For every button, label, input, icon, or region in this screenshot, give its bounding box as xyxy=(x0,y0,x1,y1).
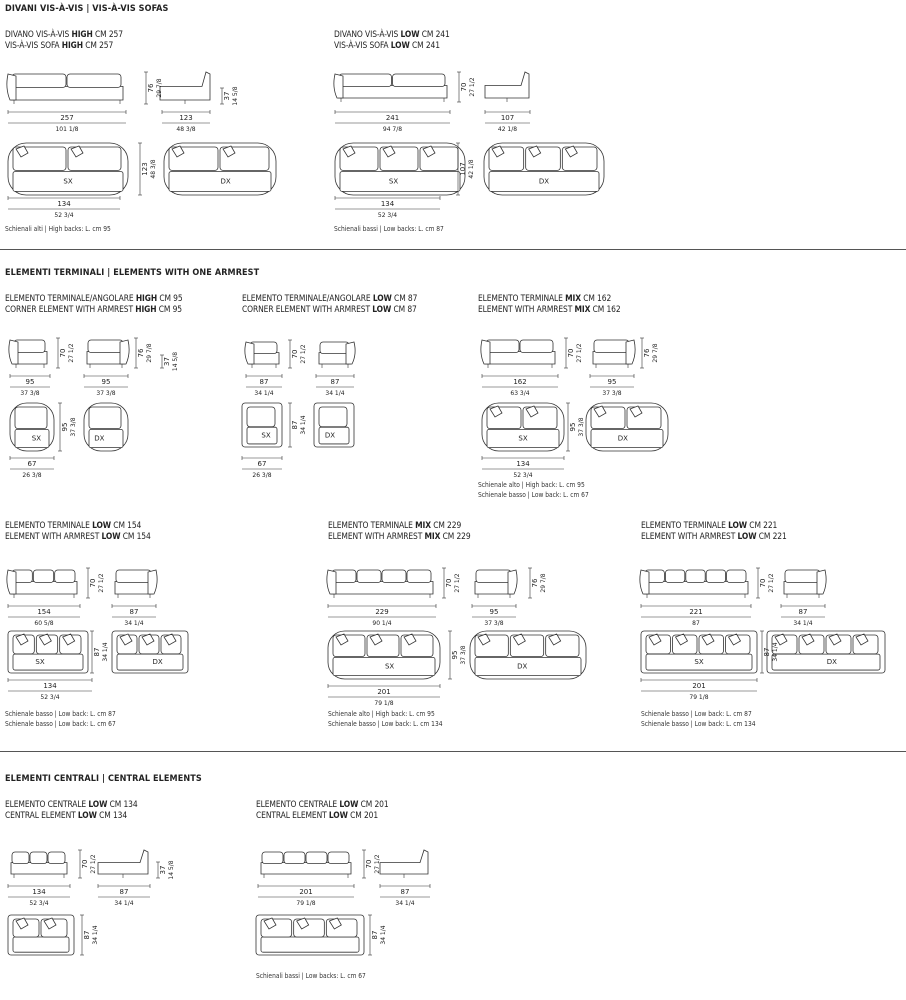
dimension-label: 257 xyxy=(60,114,74,122)
dimension-label: 37 3/8 xyxy=(484,620,504,627)
seat-cushion xyxy=(117,654,183,670)
side-label: SX xyxy=(694,657,704,666)
sofa-base xyxy=(11,86,123,100)
back-cushion xyxy=(15,407,47,429)
dimension-label: 27 1/2 xyxy=(300,344,307,364)
armrest xyxy=(148,570,157,594)
armrest xyxy=(327,570,336,594)
dimension-label: 37 3/8 xyxy=(96,390,116,397)
back-cushion xyxy=(33,570,53,583)
dimension-label: 95 xyxy=(101,378,111,386)
dimension-label: 95 xyxy=(25,378,35,386)
side-label: DX xyxy=(94,434,105,443)
dimension-label: 70 xyxy=(365,859,373,869)
back-cushion xyxy=(476,570,511,583)
side-label: DX xyxy=(220,177,231,186)
dimension-label: 76 xyxy=(531,578,539,588)
dimension-label: 52 3/4 xyxy=(40,694,60,701)
dimension-label: 27 1/2 xyxy=(454,573,461,593)
dimension-label: 37 3/8 xyxy=(70,417,77,437)
dimension-label: 37 3/8 xyxy=(460,645,467,665)
dimension-label: 70 xyxy=(89,578,97,588)
back-cushion xyxy=(706,570,725,583)
dimension-label: 37 3/8 xyxy=(578,417,585,437)
armrest xyxy=(508,570,517,594)
side-label: DX xyxy=(152,657,163,666)
note-mix162: Schienale alto | High back: L. cm 95 Schienale basso | Low back: L. cm 67 xyxy=(478,481,589,499)
sofa-side xyxy=(380,850,428,874)
back-cushion xyxy=(12,74,66,87)
product-title-low154: ELEMENTO TERMINALE LOW CM 154 ELEMENT WITH ARMREST LOW CM 154 xyxy=(5,520,151,541)
dimension-label: 87 xyxy=(93,647,101,657)
note-vv-high: Schienali alti | High backs: L. cm 95 xyxy=(5,225,111,233)
dimension-label: 229 xyxy=(375,608,389,616)
sofa-base xyxy=(115,582,153,595)
dimension-label: 34 1/4 xyxy=(300,415,307,435)
dimension-label: 34 1/4 xyxy=(114,900,134,907)
dimension-label: 95 xyxy=(607,378,617,386)
note-low154: Schienale basso | Low back: L. cm 87 Schienale basso | Low back: L. cm 67 xyxy=(5,710,116,728)
dimension-label: 201 xyxy=(377,688,391,696)
seat-cushion xyxy=(475,657,581,675)
seat-cushion xyxy=(340,172,460,192)
sofa-base xyxy=(593,352,631,365)
side-label: DX xyxy=(538,177,550,186)
dimension-label: 201 xyxy=(299,888,313,896)
seat-cushion xyxy=(13,654,83,670)
dimension-label: 87 xyxy=(763,647,771,657)
dimension-label: 52 3/4 xyxy=(29,900,49,907)
dimension-label: 134 xyxy=(57,200,71,208)
side-label: SX xyxy=(35,657,45,666)
armrest xyxy=(7,74,16,100)
side-label: DX xyxy=(324,431,336,440)
product-title-c201: ELEMENTO CENTRALE LOW CM 201 CENTRAL ELEMENT LOW CM 201 xyxy=(256,799,389,820)
back-cushion xyxy=(116,570,151,583)
armrest xyxy=(346,342,355,364)
armrest xyxy=(9,340,18,364)
dimension-label: 14 5/8 xyxy=(232,86,239,106)
dimension-label: 37 xyxy=(159,865,167,875)
product-title-mix162: ELEMENTO TERMINALE MIX CM 162 ELEMENT WITH ARMREST MIX CM 162 xyxy=(478,293,621,314)
dimension-label: 123 xyxy=(141,162,149,176)
side-label: SX xyxy=(518,434,528,443)
back-cushion xyxy=(247,407,275,427)
dimension-label: 29 7/8 xyxy=(146,343,153,363)
dimension-label: 76 xyxy=(137,348,145,358)
dimension-label: 42 1/8 xyxy=(468,159,475,179)
note-mix229: Schienale alto | High back: L. cm 95 Schienale basso | Low back: L. cm 134 xyxy=(328,710,443,728)
back-cushion xyxy=(88,340,123,353)
dimension-label: 27 1/2 xyxy=(768,573,775,593)
back-cushion xyxy=(686,570,705,583)
back-cushion xyxy=(67,74,121,87)
section-title-central: ELEMENTI CENTRALI | CENTRAL ELEMENTS xyxy=(5,774,202,784)
dimension-label: 87 xyxy=(798,608,808,616)
side-label: SX xyxy=(261,431,271,440)
back-cushion xyxy=(262,852,283,864)
dimension-label: 162 xyxy=(513,378,527,386)
back-cushion xyxy=(319,407,347,427)
dimension-label: 34 1/4 xyxy=(254,390,274,397)
armrest xyxy=(626,340,635,364)
dimension-label: 29 7/8 xyxy=(156,78,163,98)
dimension-label: 154 xyxy=(37,608,51,616)
dimension-label: 34 1/4 xyxy=(102,642,109,662)
back-cushion xyxy=(520,340,553,353)
dimension-label: 70 xyxy=(291,349,299,359)
back-cushion xyxy=(30,852,47,864)
dimension-label: 34 1/4 xyxy=(124,620,144,627)
dimension-label: 107 xyxy=(459,162,467,176)
product-title-c134: ELEMENTO CENTRALE LOW CM 134 CENTRAL ELEMENT LOW CM 134 xyxy=(5,799,138,820)
dimension-label: 79 1/8 xyxy=(374,700,394,707)
dimension-label: 27 1/2 xyxy=(98,573,105,593)
dimension-label: 95 xyxy=(489,608,499,616)
note-vv-low: Schienali bassi | Low backs: L. cm 87 xyxy=(334,225,444,233)
dimension-label: 52 3/4 xyxy=(377,212,398,219)
dimension-label: 87 xyxy=(291,420,299,430)
dimension-label: 107 xyxy=(500,114,515,122)
dimension-label: 79 1/8 xyxy=(689,694,709,701)
dimension-label: 48 3/8 xyxy=(176,126,196,133)
sofa-base xyxy=(261,863,351,874)
dimension-label: 34 1/4 xyxy=(380,925,387,945)
dimension-label: 37 xyxy=(223,91,231,101)
dimension-label: 123 xyxy=(179,114,193,122)
sofa-base xyxy=(331,582,433,595)
back-cushion xyxy=(48,852,65,864)
dimension-label: 63 3/4 xyxy=(510,390,530,397)
side-label: SX xyxy=(63,177,73,186)
dimension-label: 76 xyxy=(643,348,651,358)
dimension-label: 37 3/8 xyxy=(602,390,622,397)
dimension-label: 48 3/8 xyxy=(150,159,157,179)
note-c201: Schienali bassi | Low backs: L. cm 67 xyxy=(256,972,366,980)
back-cushion xyxy=(594,340,629,353)
back-cushion xyxy=(727,570,746,583)
section-title-vis-a-vis: DIVANI VIS-À-VIS | VIS-À-VIS SOFAS xyxy=(5,4,169,14)
dimension-label: 52 3/4 xyxy=(513,472,533,479)
side-label: DX xyxy=(517,662,528,671)
dimension-label: 95 xyxy=(451,650,459,660)
sofa-side xyxy=(160,72,210,100)
sofa-base xyxy=(644,582,748,595)
side-label: SX xyxy=(388,177,399,186)
seat-cushion xyxy=(13,937,69,952)
armrest xyxy=(817,570,826,594)
dimension-label: 87 xyxy=(692,620,700,627)
sofa-side xyxy=(98,850,148,874)
dimension-label: 87 xyxy=(119,888,129,896)
side-label: SX xyxy=(384,662,395,671)
back-cushion xyxy=(89,407,121,429)
dimension-label: 34 1/4 xyxy=(772,642,779,662)
back-cushion xyxy=(12,852,29,864)
dimension-label: 70 xyxy=(567,348,575,358)
seat-cushion xyxy=(261,937,359,952)
sofa-base xyxy=(784,582,822,595)
side-label: DX xyxy=(617,434,628,443)
dimension-label: 87 xyxy=(371,930,379,940)
back-cushion xyxy=(486,340,519,353)
back-cushion xyxy=(407,570,431,583)
back-cushion xyxy=(665,570,684,583)
back-cushion xyxy=(357,570,381,583)
armrest xyxy=(7,570,16,594)
dimension-label: 60 5/8 xyxy=(34,620,54,627)
dimension-label: 14 5/8 xyxy=(168,860,175,880)
product-title-vv-low: DIVANO VIS-À-VIS LOW CM 241 VIS-À-VIS SOFA LOW CM 241 xyxy=(334,29,450,50)
dimension-label: 87 xyxy=(259,378,269,386)
dimension-label: 134 xyxy=(43,682,57,690)
dimension-label: 14 5/8 xyxy=(172,351,179,372)
dimension-label: 42 1/8 xyxy=(497,126,518,133)
side-label: DX xyxy=(826,657,837,666)
back-cushion xyxy=(14,340,45,353)
note-low221: Schienale basso | Low back: L. cm 87 Schienale basso | Low back: L. cm 134 xyxy=(641,710,756,728)
dimension-label: 34 1/4 xyxy=(395,900,415,907)
dimension-label: 34 1/4 xyxy=(92,925,99,945)
dimension-label: 70 xyxy=(460,82,468,92)
dimension-label: 27 1/2 xyxy=(374,854,381,874)
armrest xyxy=(640,570,649,594)
dimension-label: 27 1/2 xyxy=(576,343,583,363)
dimension-label: 52 3/4 xyxy=(54,212,74,219)
dimension-label: 37 3/8 xyxy=(20,390,40,397)
dimension-label: 87 xyxy=(129,608,139,616)
sofa-base xyxy=(485,352,555,365)
dimension-label: 34 1/4 xyxy=(325,390,345,397)
back-cushion xyxy=(339,74,392,87)
dimension-label: 94 7/8 xyxy=(382,126,403,133)
dimension-label: 79 1/8 xyxy=(296,900,316,907)
armrest xyxy=(481,340,490,364)
dimension-label: 134 xyxy=(380,200,395,208)
back-cushion xyxy=(320,342,349,354)
dimension-label: 95 xyxy=(569,422,577,432)
dimension-label: 70 xyxy=(59,348,67,358)
back-cushion xyxy=(393,74,446,87)
dimension-label: 76 xyxy=(147,83,155,93)
dimension-label: 87 xyxy=(400,888,410,896)
dimension-label: 95 xyxy=(61,422,69,432)
dimension-label: 87 xyxy=(83,930,91,940)
back-cushion xyxy=(55,570,75,583)
sofa-base xyxy=(11,582,77,595)
back-cushion xyxy=(382,570,406,583)
product-title-vv-high: DIVANO VIS-À-VIS HIGH CM 257 VIS-À-VIS SOFA HIGH CM 257 xyxy=(5,29,123,50)
armrest xyxy=(120,340,129,364)
dimension-label: 241 xyxy=(385,114,400,122)
dimension-label: 101 1/8 xyxy=(55,126,79,133)
dimension-label: 134 xyxy=(516,460,530,468)
armrest xyxy=(334,74,343,98)
sofa-base xyxy=(87,352,125,365)
dimension-label: 27 1/2 xyxy=(68,343,75,363)
sofa-base xyxy=(11,863,67,874)
dimension-label: 67 xyxy=(27,460,37,468)
sofa-base xyxy=(338,86,447,99)
dimension-label: 29 7/8 xyxy=(540,573,547,593)
back-cushion xyxy=(328,852,349,864)
dimension-label: 134 xyxy=(32,888,46,896)
dimension-label: 37 xyxy=(163,357,171,366)
dimension-label: 29 7/8 xyxy=(652,343,659,363)
section-title-armrest: ELEMENTI TERMINALI | ELEMENTS WITH ONE ARMREST xyxy=(5,268,260,278)
product-title-mix229: ELEMENTO TERMINALE MIX CM 229 ELEMENT WITH ARMREST MIX CM 229 xyxy=(328,520,471,541)
back-cushion xyxy=(785,570,820,583)
product-title-high95: ELEMENTO TERMINALE/ANGOLARE HIGH CM 95 CORNER ELEMENT WITH ARMREST HIGH CM 95 xyxy=(5,293,183,314)
dimension-label: 201 xyxy=(692,682,706,690)
sofa-base xyxy=(475,582,513,595)
dimension-label: 70 xyxy=(759,578,767,588)
side-label: SX xyxy=(31,434,42,443)
dimension-label: 221 xyxy=(689,608,703,616)
dimension-label: 26 3/8 xyxy=(252,472,272,479)
dimension-label: 27 1/2 xyxy=(90,854,97,874)
sofa-side xyxy=(485,72,529,98)
dimension-label: 26 3/8 xyxy=(22,472,42,479)
dimension-label: 67 xyxy=(257,460,267,468)
dimension-label: 34 1/4 xyxy=(793,620,813,627)
dimension-label: 70 xyxy=(445,578,453,588)
product-title-low87: ELEMENTO TERMINALE/ANGOLARE LOW CM 87 CORNER ELEMENT WITH ARMREST LOW CM 87 xyxy=(242,293,418,314)
product-title-low221: ELEMENTO TERMINALE LOW CM 221 ELEMENT WITH ARMREST LOW CM 221 xyxy=(641,520,787,541)
dimension-label: 27 1/2 xyxy=(469,77,476,97)
back-cushion xyxy=(306,852,327,864)
dimension-label: 87 xyxy=(330,378,340,386)
back-cushion xyxy=(284,852,305,864)
armrest xyxy=(245,342,254,364)
dimension-label: 90 1/4 xyxy=(372,620,392,627)
dimension-label: 70 xyxy=(81,859,89,869)
